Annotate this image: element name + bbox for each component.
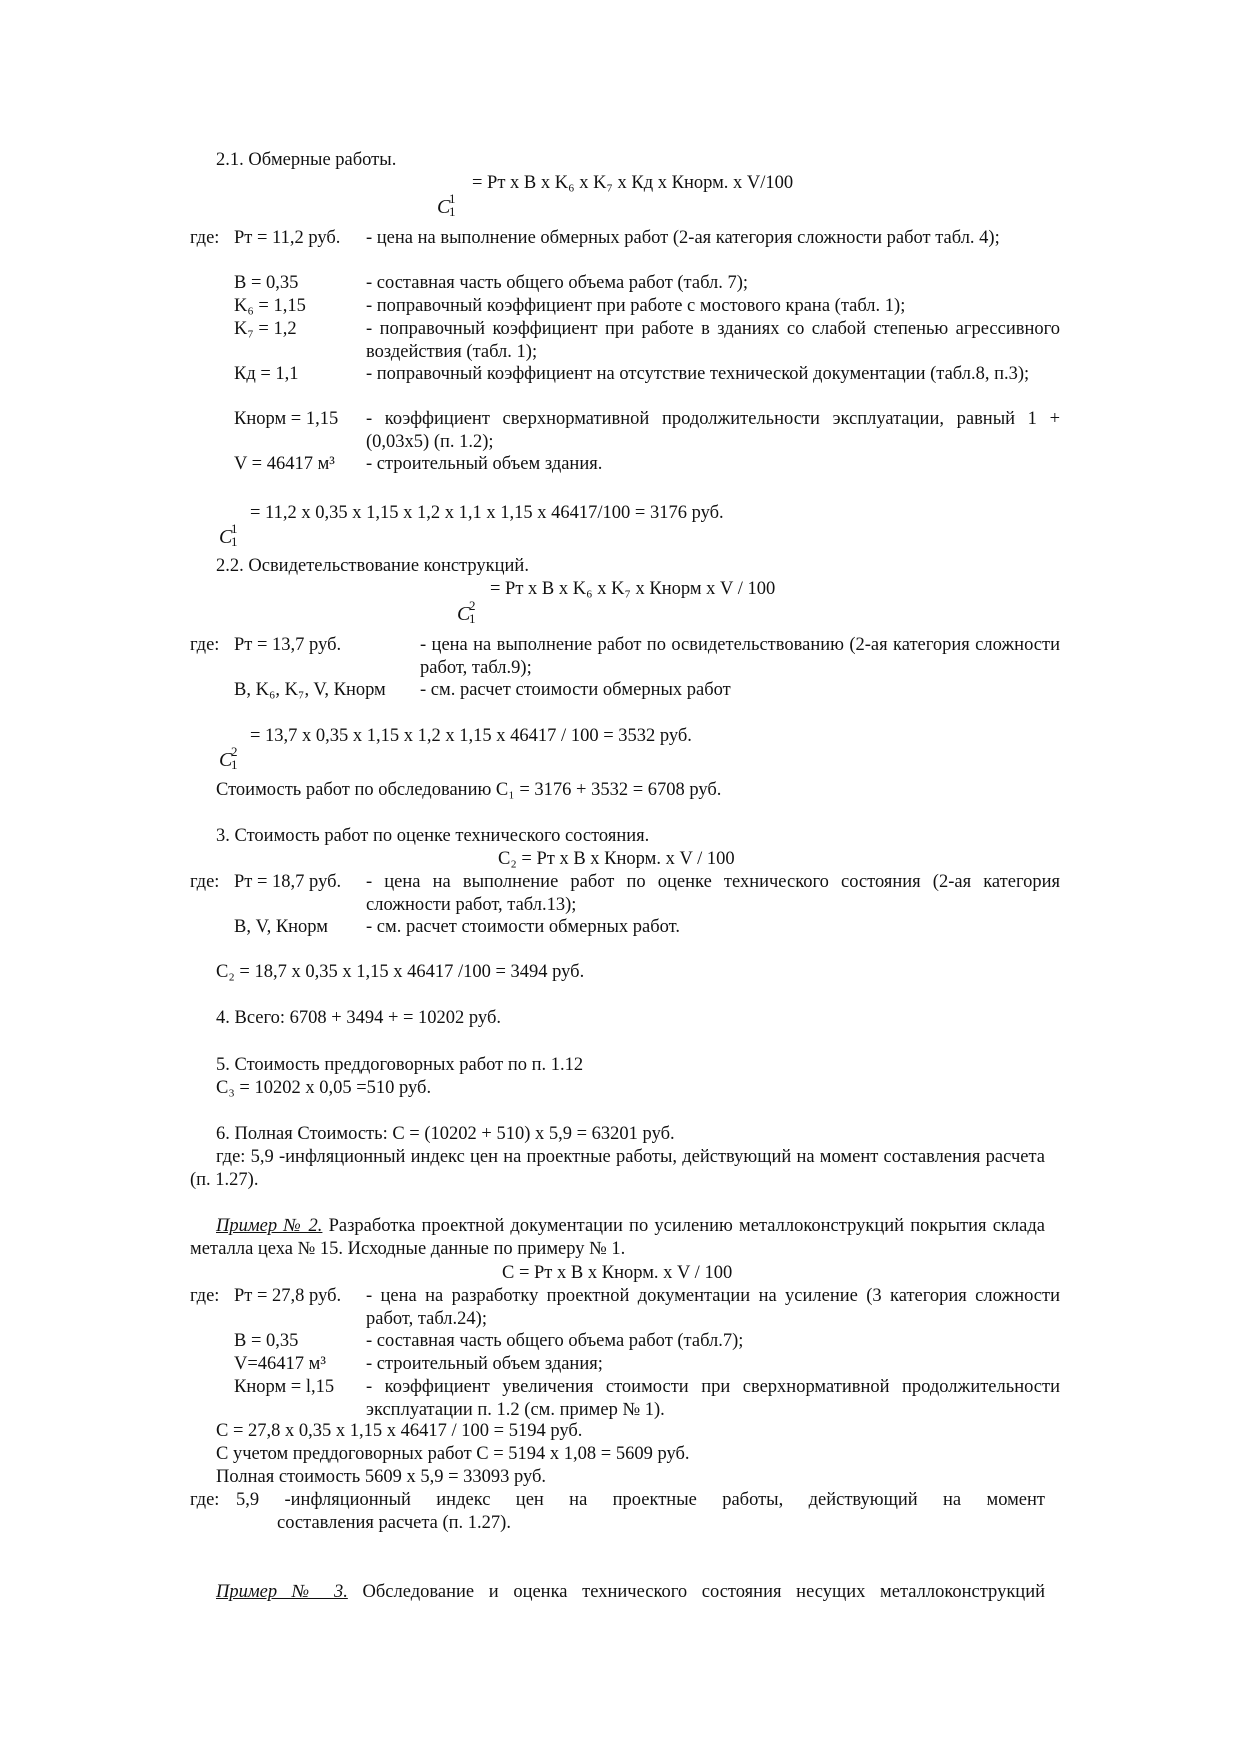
survey-total: Стоимость работ по обследованию C₁ = 3176 + 3532 = 6708 руб. xyxy=(216,780,722,800)
definition-symbol: Кнорм = 1,15 xyxy=(234,409,339,429)
section-2-2-calc: = 13,7 х 0,35 х 1,15 х 1,2 х 1,15 х 46417 / 100 = 3532 руб. xyxy=(250,726,692,746)
definition-symbol: В = 0,35 xyxy=(234,1331,299,1351)
definition-row xyxy=(190,1330,1060,1353)
example-2-note-lead: где: xyxy=(190,1490,220,1510)
definition-symbol: Кд = 1,1 xyxy=(234,364,299,384)
var-letter: C xyxy=(457,603,471,625)
section-2-2-formula: = Рт х В х K₆ х K₇ х Кнорм х V / 100 xyxy=(490,579,776,599)
definition-row xyxy=(190,408,1060,453)
formula-var-c12 xyxy=(457,598,476,626)
definition-symbol: В = 0,35 xyxy=(234,273,299,293)
section-6-title: 6. Полная Стоимость: С = (10202 + 510) х 5,9 = 63201 руб. xyxy=(216,1124,675,1144)
definition-description: - строительный объем здания. xyxy=(366,454,603,474)
definition-row xyxy=(190,363,1060,386)
definition-description: - коэффициент увеличения стоимости при сверхнормативной продолжительности эксплуатации п. 1.2 (см. пример № 1). xyxy=(366,1377,1060,1420)
definition-description: - поправочный коэффициент при работе с мостового крана (табл. 1); xyxy=(366,296,906,316)
var-sup: 1 xyxy=(231,521,238,536)
definition-symbol: В, K₆, K₇, V, Кнорм xyxy=(234,680,386,700)
section-3-calc: C₂ = 18,7 х 0,35 х 1,15 х 46417 /100 = 3494 руб. xyxy=(216,962,585,982)
definition-symbol: В, V, Кнорм xyxy=(234,917,328,937)
section-3-formula: C₂ = Рт х В х Кнорм. х V / 100 xyxy=(498,849,735,869)
definition-symbol: V=46417 м³ xyxy=(234,1354,326,1374)
example-2-note-line-1: 5,9 -инфляционный индекс цен на проектные работы, действующий на момент xyxy=(236,1490,1045,1510)
var-letter: C xyxy=(219,526,233,548)
var-sub: 1 xyxy=(449,204,456,219)
definition-symbol: Рт = 13,7 руб. xyxy=(234,635,342,655)
formula-var-c11 xyxy=(437,191,456,219)
section-2-1-formula: = Рт х В х K₆ х K₇ х Кд х Кнорм. х V/100 xyxy=(472,173,794,193)
definition-symbol: Рт = 18,7 руб. xyxy=(234,872,342,892)
section-2-1-title: 2.1. Обмерные работы. xyxy=(216,150,397,170)
calc-var-c11 xyxy=(219,521,238,549)
var-sub: 1 xyxy=(469,611,476,626)
example-2-formula: С = Рт х В х Кнорм. х V / 100 xyxy=(502,1263,733,1283)
var-letter: C xyxy=(219,749,233,771)
var-sup: 1 xyxy=(449,191,456,206)
var-sup: 2 xyxy=(231,744,238,759)
var-sub: 1 xyxy=(231,757,238,772)
section-2-2-title: 2.2. Освидетельствование конструкций. xyxy=(216,556,529,576)
example-3-label: Пример № 3. xyxy=(216,1582,348,1602)
definition-description: - коэффициент сверхнормативной продолжительности эксплуатации, равный 1 + (0,03х5) (п. 1.2); xyxy=(366,409,1060,452)
definition-row xyxy=(190,679,1060,702)
example-2-label: Пример № 2. xyxy=(216,1216,323,1236)
section-6-note: где: 5,9 -инфляционный индекс цен на проектные работы, действующий на момент составления расчета (п. 1.27). xyxy=(190,1147,1045,1190)
definition-description: - строительный объем здания; xyxy=(366,1354,603,1374)
var-sup: 2 xyxy=(469,598,476,613)
example-2-note-line-2: составления расчета (п. 1.27). xyxy=(277,1513,511,1533)
definition-symbol: Рт = 11,2 руб. xyxy=(234,228,341,248)
definition-row xyxy=(190,916,1060,939)
example-2-calc-3: Полная стоимость 5609 х 5,9 = 33093 руб. xyxy=(216,1467,547,1487)
definition-row xyxy=(190,1376,1060,1421)
definition-description: - поправочный коэффициент на отсутствие технической документации (табл.8, п.3); xyxy=(366,364,1030,384)
definition-description: - см. расчет стоимости обмерных работ xyxy=(420,680,731,700)
section-4-total: 4. Всего: 6708 + 3494 + = 10202 руб. xyxy=(216,1008,501,1028)
section-2-1-calc: = 11,2 х 0,35 х 1,15 х 1,2 х 1,1 х 1,15 х 46417/100 = 3176 руб. xyxy=(250,503,724,523)
definition-description: - составная часть общего объема работ (табл. 7); xyxy=(366,273,749,293)
definition-description: - см. расчет стоимости обмерных работ. xyxy=(366,917,680,937)
definition-row xyxy=(190,1285,1060,1330)
example-3-text: Обследование и оценка технического состояния несущих металлоконструкций xyxy=(362,1582,1046,1602)
definition-row xyxy=(190,318,1060,363)
definition-row xyxy=(190,453,1060,476)
calc-var-c12 xyxy=(219,744,238,772)
where-label: где: xyxy=(190,635,220,655)
definition-symbol: K₆ = 1,15 xyxy=(234,296,306,316)
definition-symbol: Рт = 27,8 руб. xyxy=(234,1286,342,1306)
where-label: где: xyxy=(190,1286,220,1306)
example-3-intro xyxy=(216,1581,1045,1603)
where-label: где: xyxy=(190,872,220,892)
var-sub: 1 xyxy=(231,534,238,549)
definition-description: - поправочный коэффициент при работе в зданиях со слабой степенью агрессивного воздействия (табл. 1); xyxy=(366,319,1060,362)
definition-symbol: K₇ = 1,2 xyxy=(234,319,297,339)
example-2-intro xyxy=(190,1215,1045,1260)
definition-symbol: Кнорм = l,15 xyxy=(234,1377,335,1397)
definition-row xyxy=(190,634,1060,679)
definition-description: - цена на выполнение работ по оценке технического состояния (2-ая категория сложности работ, табл.13); xyxy=(366,872,1060,915)
definition-row xyxy=(190,295,1060,318)
definition-row xyxy=(190,871,1060,916)
definition-row xyxy=(190,272,1060,295)
definition-row xyxy=(190,227,1060,250)
definition-description: - составная часть общего объема работ (табл.7); xyxy=(366,1331,744,1351)
definition-description: - цена на разработку проектной документации на усиление (3 категория сложности работ, табл.24); xyxy=(366,1286,1060,1329)
where-label: где: xyxy=(190,228,220,248)
var-letter: C xyxy=(437,196,451,218)
example-2-calc-2: С учетом преддоговорных работ С = 5194 х 1,08 = 5609 руб. xyxy=(216,1444,690,1464)
definition-row xyxy=(190,1353,1060,1376)
section-5-calc: C₃ = 10202 х 0,05 =510 руб. xyxy=(216,1078,432,1098)
example-2-calc-1: С = 27,8 х 0,35 х 1,15 х 46417 / 100 = 5194 руб. xyxy=(216,1421,583,1441)
section-5-title: 5. Стоимость преддоговорных работ по п. 1.12 xyxy=(216,1055,584,1075)
section-3-title: 3. Стоимость работ по оценке технического состояния. xyxy=(216,826,650,846)
definition-description: - цена на выполнение работ по освидетельствованию (2-ая категория сложности работ, табл.9); xyxy=(420,635,1060,678)
definition-symbol: V = 46417 м³ xyxy=(234,454,335,474)
definition-description: - цена на выполнение обмерных работ (2-ая категория сложности работ табл. 4); xyxy=(366,228,1000,248)
example-2-text: Разработка проектной документации по усилению металлоконструкций покрытия склада металла цеха № 15. Исходные данные по примеру № 1. xyxy=(190,1216,1045,1259)
